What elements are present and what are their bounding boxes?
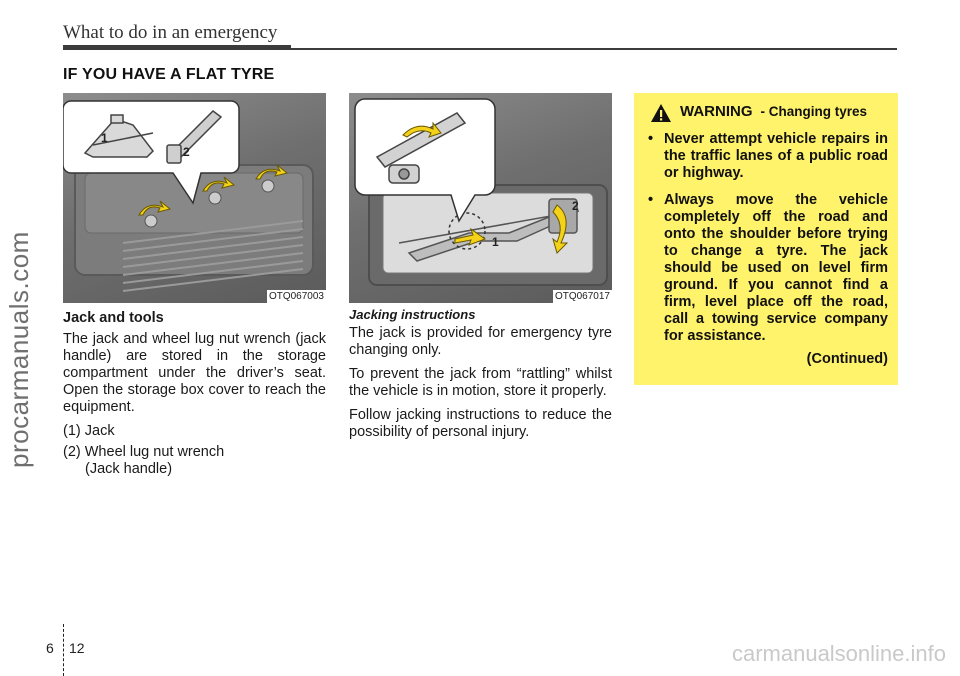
- callout-number-1: 1: [492, 235, 499, 249]
- jacking-instructions-section: [349, 306, 612, 448]
- jack-and-tools-heading: Jack and tools: [63, 310, 164, 326]
- callout-number-2: 2: [572, 199, 579, 213]
- warning-box: [634, 93, 898, 385]
- jacking-paragraph-2: To prevent the jack from “rattling” whilst the vehicle is in motion, store it properly.: [349, 366, 612, 399]
- figure-jack-storage: [349, 93, 612, 303]
- warning-triangle-icon: [650, 103, 672, 123]
- jacking-paragraph-1: The jack is provided for emergency tyre changing only.: [349, 325, 612, 358]
- header-title: What to do in an emergency: [63, 22, 278, 43]
- figure-caption: OTQ067017: [554, 291, 610, 302]
- warning-label: WARNING: [680, 103, 753, 120]
- warning-subtitle: - Changing tyres: [760, 104, 868, 119]
- callout-number-2: 2: [183, 145, 190, 159]
- callout-number-1: 1: [101, 131, 108, 145]
- list-item-wrench: [63, 444, 326, 478]
- header-rule-thin: [291, 48, 897, 50]
- page-number: 12: [69, 640, 85, 656]
- figure-caption: OTQ067003: [268, 291, 324, 302]
- jacking-instructions-heading: Jacking instructions: [349, 307, 476, 322]
- warning-list: [644, 131, 888, 345]
- jack-and-tools-paragraph: The jack and wheel lug nut wrench (jack handle) are stored in the storage compartment under the driver’s seat. Open the storage box cover to reach the equipment.: [63, 331, 326, 415]
- list-item-wrench-line1: (2) Wheel lug nut wrench: [63, 444, 225, 460]
- warning-continued: (Continued): [806, 351, 888, 367]
- watermark-left: procarmanuals.com: [4, 231, 34, 469]
- warning-header: [650, 103, 888, 123]
- jacking-paragraph-3: Follow jacking instructions to reduce the possibility of personal injury.: [349, 407, 612, 440]
- footer-divider: [63, 624, 64, 676]
- list-item-wrench-line2: (Jack handle): [85, 461, 173, 477]
- list-item-jack: (1) Jack: [63, 423, 115, 439]
- chapter-number: 6: [46, 640, 54, 656]
- warning-bullet: • Always move the vehicle completely off the road and onto the shoulder before trying to change a tyre. The jack should be used on level firm ground. If you cannot find a firm, level place off the road, call a towing service company for assistance.: [644, 192, 888, 345]
- jack-storage-illustration: [349, 93, 612, 303]
- jack-and-tools-section: [63, 310, 326, 482]
- figure-jack-and-tools: [63, 93, 326, 303]
- watermark-bottom: carmanualsonline.info: [731, 641, 946, 666]
- warning-bullet: • Never attempt vehicle repairs in the traffic lanes of a public road or highway.: [644, 131, 888, 182]
- section-title: IF YOU HAVE A FLAT TYRE: [63, 66, 275, 83]
- jack-tools-illustration: [63, 93, 326, 303]
- header-rule-thick: [63, 45, 291, 50]
